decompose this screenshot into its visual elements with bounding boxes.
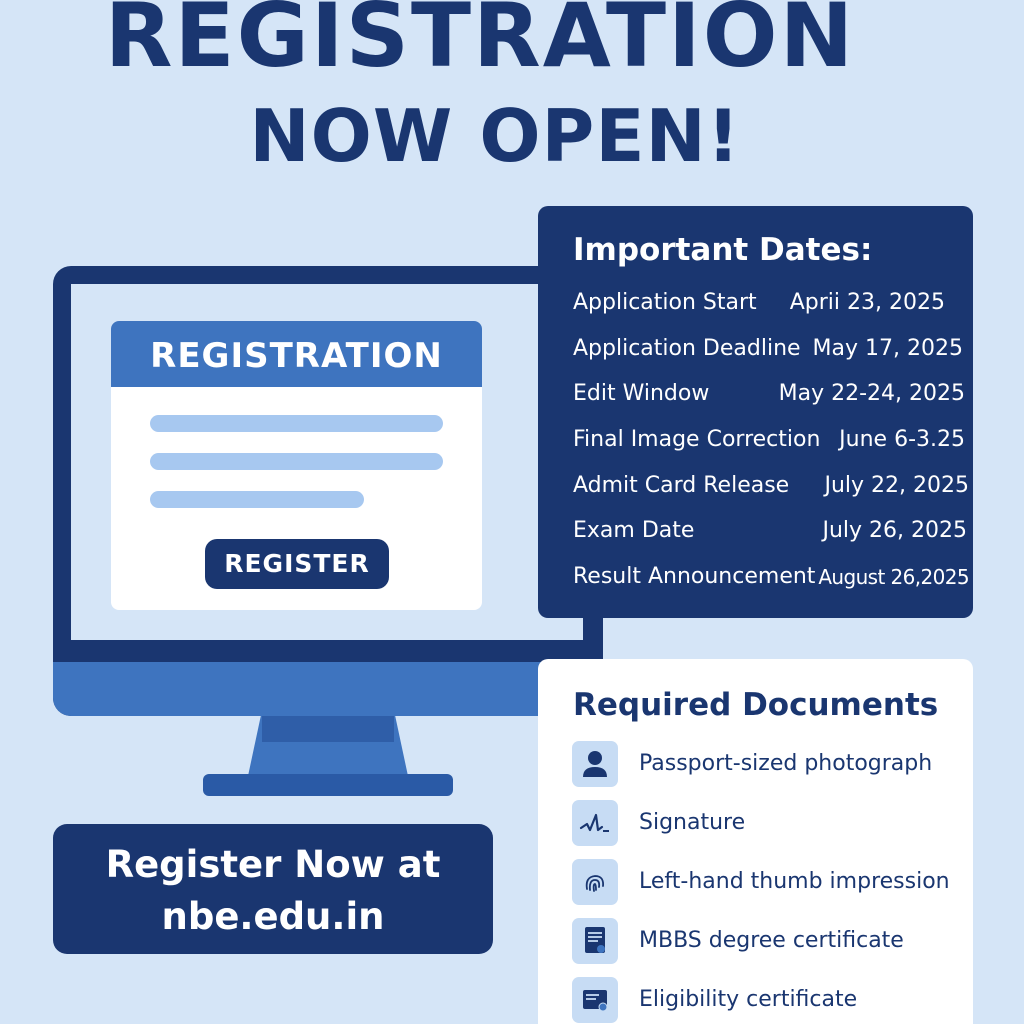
date-row [573,332,969,366]
form-field-3[interactable] [150,491,364,508]
date-value: June 6-3.25 [839,427,965,452]
register-now-text: Register Now at [105,843,441,886]
important-dates-panel [538,206,973,618]
important-dates-title: Important Dates: [573,232,873,268]
required-documents-panel [538,659,973,1024]
date-label: Admit Card Release [573,473,790,498]
date-value: July 22, 2025 [824,473,969,498]
date-value: May 17, 2025 [812,336,963,361]
document-label: MBBS degree certificate [639,928,904,953]
poster-subtitle: NOW OPEN! [249,94,741,178]
document-item [572,918,967,964]
document-label: Left-hand thumb impression [639,869,950,894]
date-label: Application Deadline [573,336,801,361]
date-row [573,514,969,548]
monitor-stand-shadow [262,716,394,742]
document-label: Signature [639,810,746,835]
date-row [573,423,969,457]
date-label: Final Image Correction [573,427,821,452]
monitor-chin [53,662,603,716]
document-label: Passport-sized photograph [639,751,933,776]
registration-form-card [111,321,482,610]
eligibility-certificate-icon [572,977,618,1023]
document-item [572,859,967,905]
date-row [573,560,969,594]
fingerprint-icon [572,859,618,905]
required-documents-title: Required Documents [573,687,939,723]
form-field-1[interactable] [150,415,443,432]
certificate-icon [572,918,618,964]
poster-title: REGISTRATION [104,0,856,87]
signature-icon [572,800,618,846]
date-row [573,286,969,320]
date-value: May 22-24, 2025 [778,381,965,406]
register-button[interactable]: REGISTER [205,539,389,589]
document-item [572,741,967,787]
date-row [573,377,969,411]
date-label: Application Start [573,290,757,315]
date-value: July 26, 2025 [822,518,967,543]
date-value: August 26,2025 [818,565,969,589]
register-url[interactable]: nbe.edu.in [161,895,385,938]
person-icon [572,741,618,787]
date-value: Aprii 23, 2025 [789,290,945,315]
date-label: Exam Date [573,518,695,543]
date-label: Result Announcement [573,564,816,589]
register-now-box[interactable] [53,824,493,954]
monitor-base [203,774,453,796]
form-field-2[interactable] [150,453,443,470]
document-label: Eligibility certificate [639,987,858,1012]
date-row [573,469,969,503]
date-label: Edit Window [573,381,710,406]
document-item [572,800,967,846]
form-header: REGISTRATION [111,321,482,387]
document-item [572,977,967,1023]
